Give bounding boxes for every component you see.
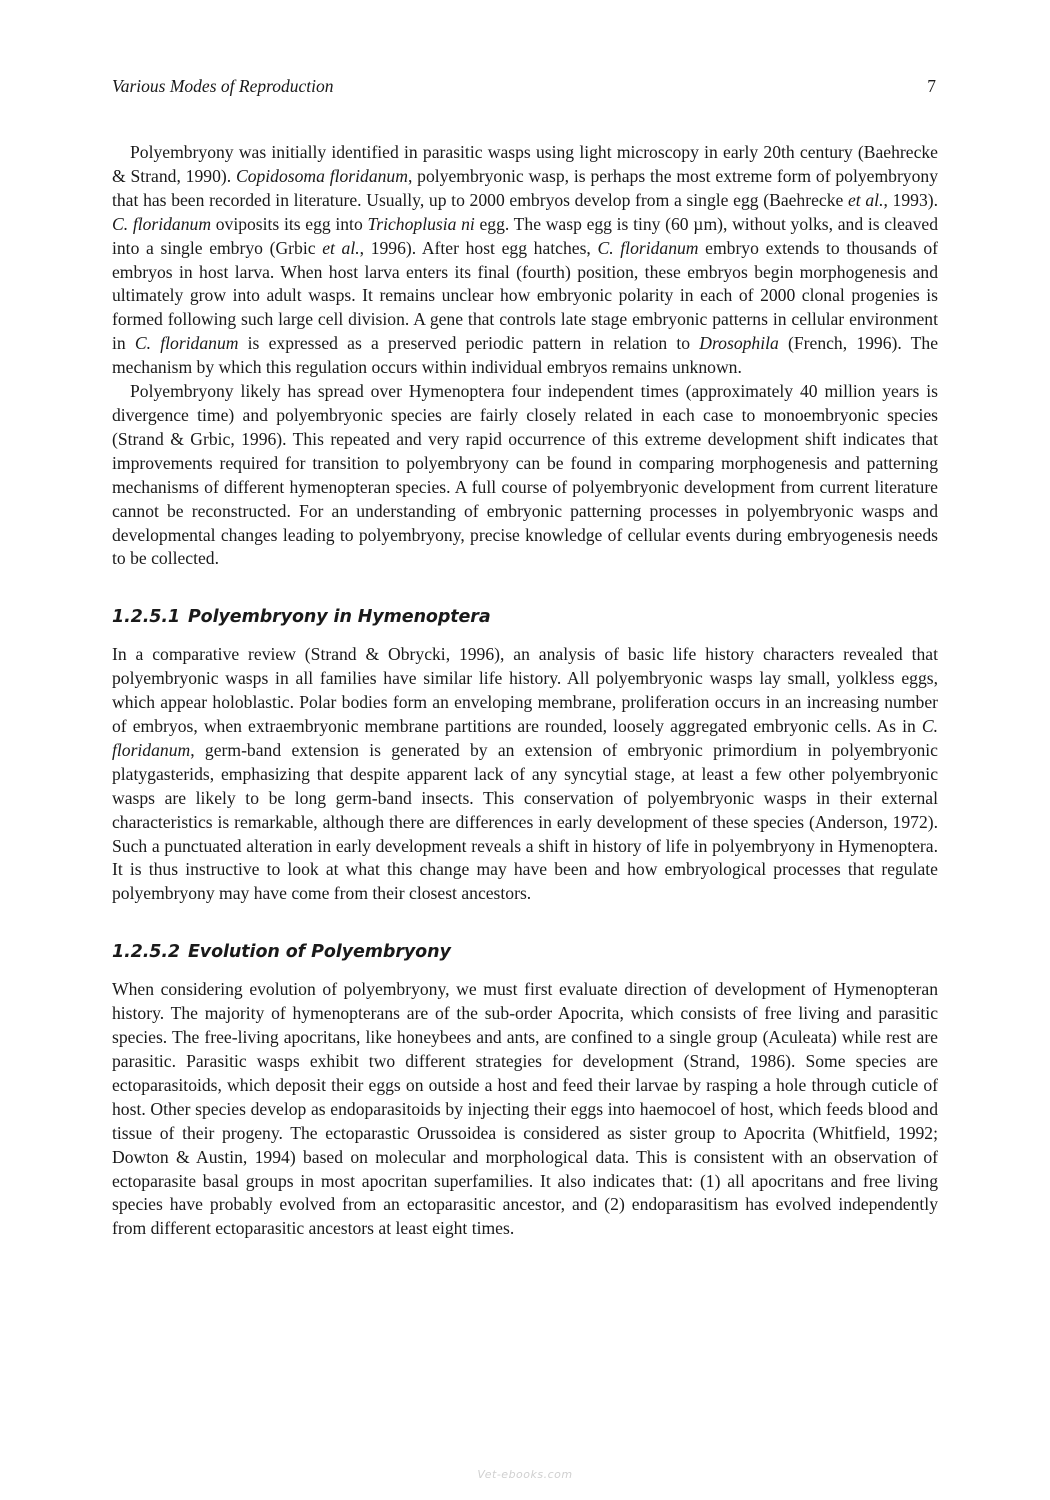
section-title: Polyembryony in Hymenoptera [187,607,491,628]
running-title: Various Modes of Reproduction [112,76,334,96]
species-name: C. floridanum [597,237,699,258]
section-number: 1.2.5.1 [112,607,180,628]
section-heading-hymenoptera [112,605,938,629]
watermark: Vet-ebooks.com [477,1468,573,1481]
citation-etal: et al. [322,237,360,258]
section-number: 1.2.5.2 [112,942,180,963]
species-name: Drosophila [699,333,779,354]
species-name: C. floridanum [134,333,239,354]
page [112,70,938,1241]
species-name: C. floridanum [112,716,938,760]
species-name: C. floridanum [112,213,212,234]
species-name: Trichoplusia ni [367,213,475,234]
section-heading-evolution [112,940,938,964]
paragraph-evolution: When considering evolution of polyembryony, we must first evaluate direction of development of Hymenopteran history. The majority of hymenopterans are of the sub-order Apocrita, which consists of free living and parasitic species. The free-living apocritans, like honeybees and ants, are confined to a single group (Aculeata) while rest are parasitic. Parasitic wasps exhibit two different strategies for development (Strand, 1986). Some species are ectoparasitoids, which deposit their eggs on outside a host and feed their larvae by rasping a hole through cuticle of host. Other species develop as endoparasitoids by injecting their eggs into haemocoel of host, which feeds blood and tissue of their progeny. The ectoparastic Orussoidea is considered as sister group to Apocrita (Whitfield, 1992; Dowton & Austin, 1994) based on molecular and morphological data. This is consistent with an observation of ectoparasite basal groups in most apocritan superfamilies. It also indicates that: (1) all apocritans and free living species have probably evolved from an ectoparasitic ancestor, and (2) endoparasitism has evolved independently from different ectoparasitic ancestors at least eight times. [112,979,938,1239]
section-title: Evolution of Polyembryony [187,942,451,963]
species-name: Copidosoma floridanum [235,165,408,186]
citation-etal: et al. [848,189,884,210]
page-number: 7 [927,76,936,96]
paragraph-comparative-review: In a comparative review (Strand & Obrycki, 1996), an analysis of basic life history characters revealed that polyembryonic wasps in all families have similar life history. All polyembryonic wasps lay small, yolkless eggs, which appear holoblastic. Polar bodies form an enveloping membrane, proliferation occurs in an increasing number of embryos, when extraembryonic membrane partitions are rounded, loosely aggregated embryonic cells. As in C. floridanum, germ-band extension is generated by an extension of embryonic primordium in polyembryonic platygasterids, emphasizing that despite apparent lack of any syncytial stage, at least a few other polyembryonic wasps are likely to be long germ-band insects. This conservation of polyembryonic wasps in their external characteristics is remarkable, although there are differences in early development of these species (Anderson, 1972). Such a punctuated alteration in early development reveals a shift in history of life in polyembryony in Hymenoptera. It is thus instructive to look at what this change may have been and how embryological processes that regulate polyembryony may have come from their closest ancestors. [112,644,938,904]
running-header [112,70,938,100]
paragraph-polyembryony-spread: Polyembryony likely has spread over Hymenoptera four independent times (approximately 40 million years is divergence time) and polyembryonic species are fairly closely related in each case to monoembryonic species (Strand & Grbic, 1996). This repeated and very rapid occurrence of this extreme development shift indicates that improvements required for transition to polyembryony can be found in comparing morphogenesis and patterning mechanisms of different hymenopteran species. A full course of polyembryonic development from current literature cannot be reconstructed. For an understanding of embryonic patterning processes in polyembryonic wasps and developmental changes leading to polyembryony, precise knowledge of cellular events during embryogenesis needs to be collected. [112,381,938,569]
paragraph-polyembryony-intro: Polyembryony was initially identified in parasitic wasps using light microscopy in early 20th century (Baehrecke & Strand, 1990). Copidosoma floridanum, polyembryonic wasp, is perhaps the most extreme form of polyembryony that has been recorded in literature. Usually, up to 2000 embryos develop from a single egg (Baehrecke et al., 1993). C. floridanum oviposits its egg into Trichoplusia ni egg. The wasp egg is tiny (60 µm), without yolks, and is cleaved into a single embryo (Grbic et al., 1996). After host egg hatches, C. floridanum embryo extends to thousands of embryos in host larva. When host larva enters its final (fourth) position, these embryos begin morphogenesis and ultimately grow into adult wasps. It remains unclear how embryonic polarity in each of 2000 clonal progenies is formed following such large cell division. A gene that controls late stage embryonic patterns in cellular environment in C. floridanum is expressed as a preserved periodic pattern in relation to Drosophila (French, 1996). The mechanism by which this regulation occurs within individual embryos remains unknown. [112,142,939,378]
